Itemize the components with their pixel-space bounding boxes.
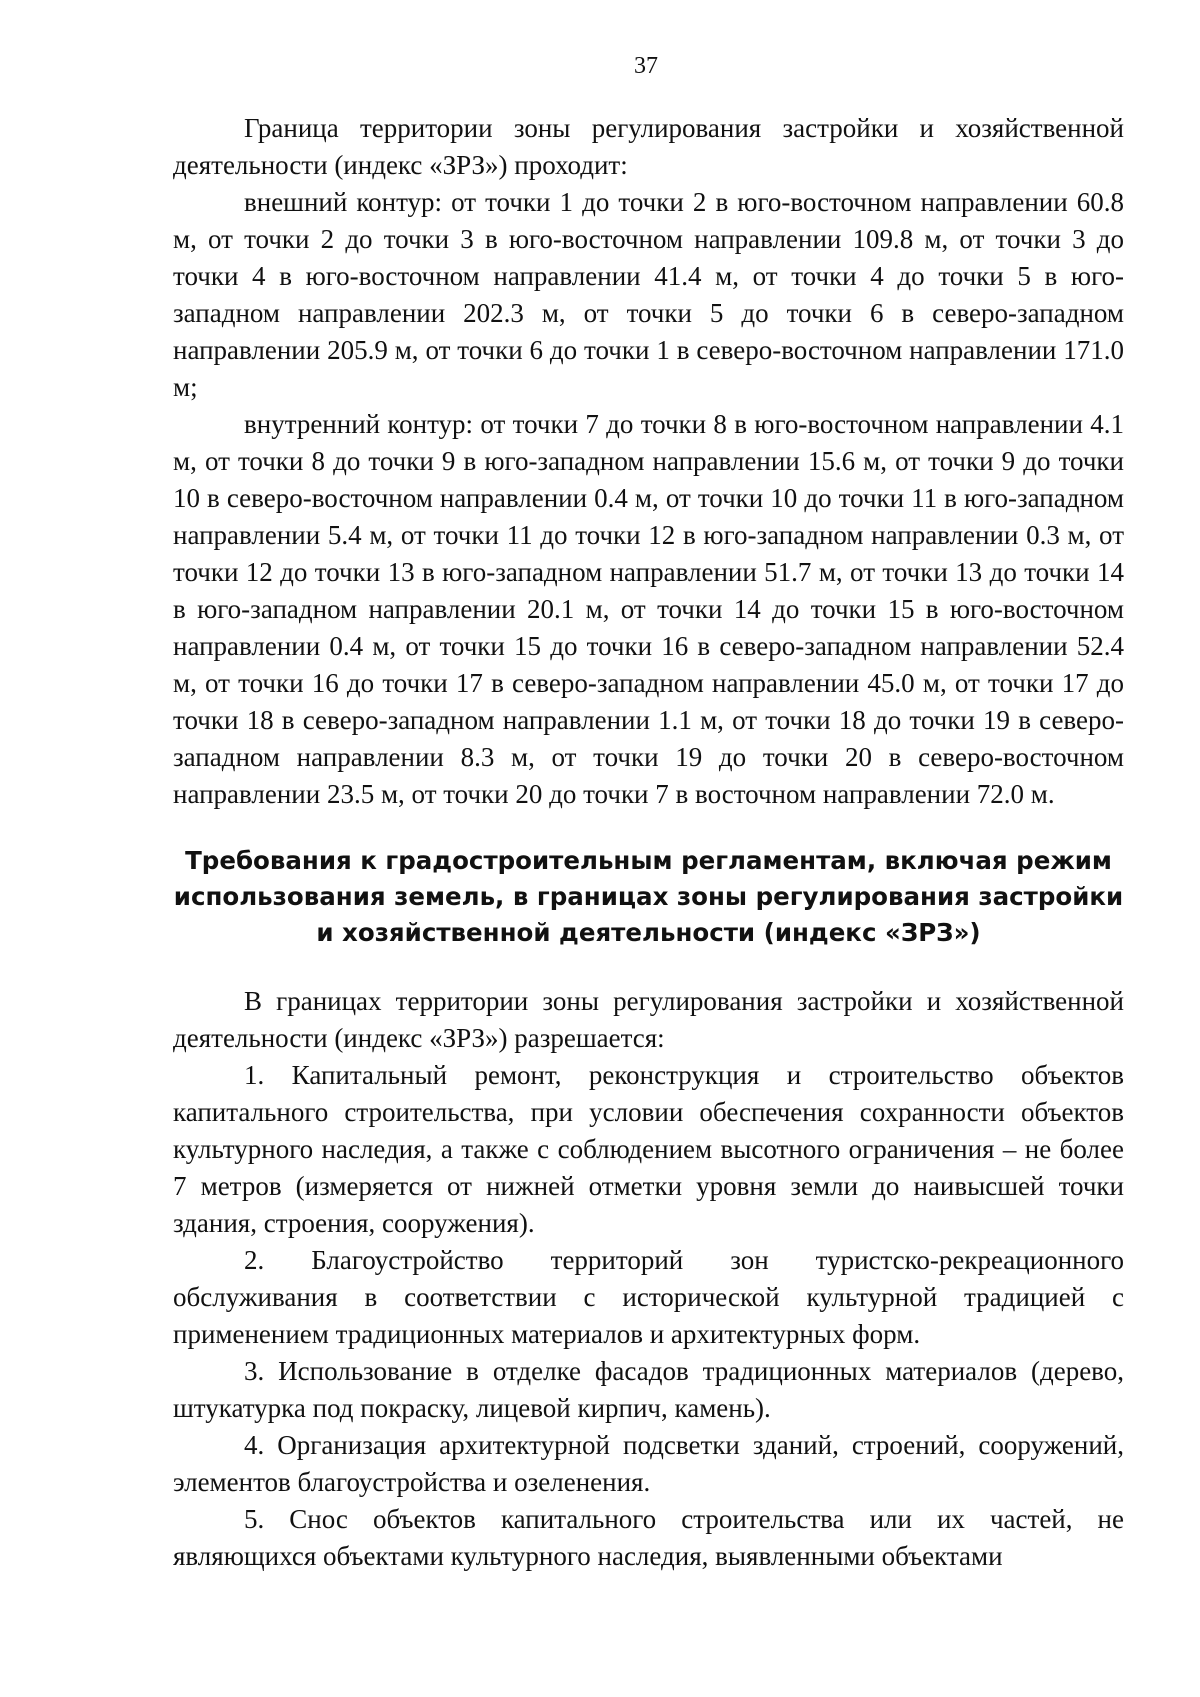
section-heading bbox=[173, 843, 1124, 951]
inner-contour-paragraph: внутренний контур: от точки 7 до точки 8 в юго-восточном направлении 4.1 м, от точки 8 до точки 9 в юго-западном направлении 15.6 м, от точки 9 до точки 10 в северо-восточном направлении 0.4 м, от точки 10 до точки 11 в юго-западном направлении 5.4 м, от точки 11 до точки 12 в юго-западном направлении 0.3 м, от точки 12 до точки 13 в юго-западном направлении 51.7 м, от точки 13 до точки 14 в юго-западном направлении 20.1 м, от точки 14 до точки 15 в юго-восточном направлении 0.4 м, от точки 15 до точки 16 в северо-западном направлении 52.4 м, от точки 16 до точки 17 в северо-западном направлении 45.0 м, от точки 17 до точки 18 в северо-западном направлении 1.1 м, от точки 18 до точки 19 в северо-западном направлении 8.3 м, от точки 19 до точки 20 в северо-восточном направлении 23.5 м, от точки 20 до точки 7 в восточном направлении 72.0 м. bbox=[173, 409, 1124, 809]
list-item: 5. Снос объектов капитального строительства или их частей, не являющихся объектами культурного наследия, выявленными объектами bbox=[173, 1504, 1124, 1571]
heading-line-3: и хозяйственной деятельности (индекс «ЗРЗ») bbox=[316, 918, 981, 947]
list-item: 2. Благоустройство территорий зон туристско-рекреационного обслуживания в соответствии с исторической культурной традицией с применением традиционных материалов и архитектурных форм. bbox=[173, 1245, 1124, 1349]
boundary-intro-paragraph: Граница территории зоны регулирования застройки и хозяйственной деятельности (индекс «ЗРЗ») проходит: bbox=[173, 113, 1124, 180]
outer-contour-paragraph: внешний контур: от точки 1 до точки 2 в юго-восточном направлении 60.8 м, от точки 2 до точки 3 в юго-восточном направлении 109.8 м, от точки 3 до точки 4 в юго-восточном направлении 41.4 м, от точки 4 до точки 5 в юго-западном направлении 202.3 м, от точки 5 до точки 6 в северо-западном направлении 205.9 м, от точки 6 до точки 1 в северо-восточном направлении 171.0 м; bbox=[173, 187, 1124, 402]
heading-line-2: использования земель, в границах зоны регулирования застройки bbox=[173, 882, 1124, 911]
heading-line-1: Требования к градостроительным регламентам, включая режим bbox=[185, 846, 1112, 875]
document-body bbox=[173, 110, 1124, 1575]
page-number: 37 bbox=[634, 53, 658, 79]
list-item: 4. Организация архитектурной подсветки зданий, строений, сооружений, элементов благоустройства и озеленения. bbox=[173, 1430, 1124, 1497]
list-item: 1. Капитальный ремонт, реконструкция и строительство объектов капитального строительства, при условии обеспечения сохранности объектов культурного наследия, а также с соблюдением высотного ограничения – не более 7 метров (измеряется от нижней отметки уровня земли до наивысшей точки здания, строения, сооружения). bbox=[173, 1060, 1124, 1238]
list-item: 3. Использование в отделке фасадов традиционных материалов (дерево, штукатурка под покраску, лицевой кирпич, камень). bbox=[173, 1356, 1124, 1423]
permitted-intro-paragraph: В границах территории зоны регулирования застройки и хозяйственной деятельности (индекс «ЗРЗ») разрешается: bbox=[173, 986, 1124, 1053]
